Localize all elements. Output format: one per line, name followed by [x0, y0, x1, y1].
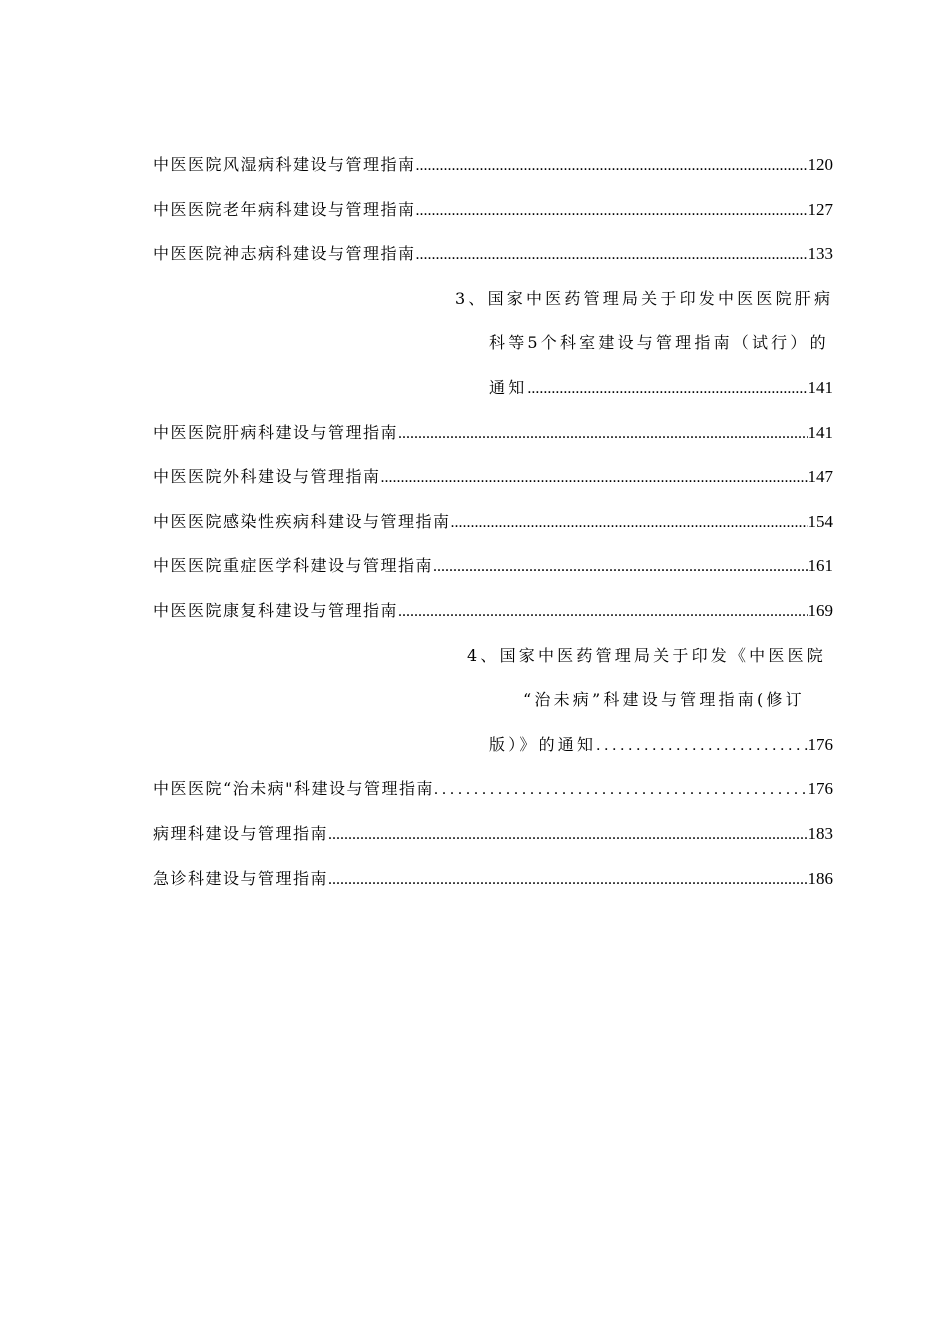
toc-page-number: 176 — [807, 779, 833, 799]
toc-group-heading-text: 4、国家中医药管理局关于印发《中医医院 — [467, 645, 826, 665]
toc-page-number: 186 — [807, 868, 833, 888]
table-of-contents — [153, 150, 833, 908]
toc-dot-leader — [416, 151, 808, 181]
toc-entry[interactable] — [153, 864, 833, 909]
toc-group-heading-line[interactable] — [153, 373, 833, 418]
toc-group-heading-line[interactable] — [153, 730, 833, 775]
toc-dot-leader — [416, 240, 808, 270]
toc-dot-leader — [398, 597, 807, 627]
toc-entry-title: 中医医院神志病科建设与管理指南 — [153, 244, 416, 264]
toc-entry-title: 中医医院感染性疾病科建设与管理指南 — [153, 511, 451, 531]
toc-page-number: 141 — [807, 422, 833, 442]
toc-page-number: 147 — [807, 467, 833, 487]
toc-entry-title: 中医医院重症医学科建设与管理指南 — [153, 556, 434, 576]
toc-group-heading-line[interactable] — [153, 284, 833, 329]
toc-entry[interactable] — [153, 819, 833, 864]
toc-group-heading-text: 通知 — [489, 377, 528, 397]
toc-page-number: 176 — [807, 734, 833, 754]
toc-dot-leader — [398, 419, 807, 449]
toc-entry-title: 中医医院“治未病"科建设与管理指南 — [153, 779, 435, 799]
toc-dot-leader — [527, 374, 807, 404]
toc-entry[interactable] — [153, 507, 833, 552]
toc-dot-leader — [328, 865, 807, 895]
toc-entry-title: 病理科建设与管理指南 — [153, 823, 329, 843]
toc-page-number: 161 — [807, 556, 833, 576]
toc-entry-title: 中医医院康复科建设与管理指南 — [153, 600, 399, 620]
toc-group-heading-line[interactable] — [153, 328, 833, 373]
toc-entry[interactable] — [153, 239, 833, 284]
toc-group-heading-text: 科等5个科室建设与管理指南（试行）的 — [489, 333, 829, 353]
toc-page-number: 169 — [807, 600, 833, 620]
toc-entry[interactable] — [153, 195, 833, 240]
toc-entry[interactable] — [153, 418, 833, 463]
toc-page-number: 120 — [807, 155, 833, 174]
toc-page-number: 183 — [807, 823, 833, 843]
toc-entry-title: 急诊科建设与管理指南 — [153, 868, 329, 888]
toc-group-heading-text: “治未病”科建设与管理指南(修订 — [523, 690, 805, 710]
toc-dot-leader — [416, 196, 808, 226]
toc-group-heading-text: 版）》的通知 — [489, 734, 597, 754]
toc-entry-title: 中医医院风湿病科建设与管理指南 — [153, 155, 416, 174]
toc-entry[interactable] — [153, 150, 833, 195]
toc-entry[interactable] — [153, 462, 833, 507]
toc-entry-title: 中医医院外科建设与管理指南 — [153, 467, 381, 487]
toc-dot-leader — [433, 552, 807, 582]
toc-group-heading-text: 3、国家中医药管理局关于印发中医医院肝病 — [455, 288, 834, 308]
toc-entry[interactable] — [153, 551, 833, 596]
toc-page-number: 133 — [807, 244, 833, 264]
toc-entry-title: 中医医院肝病科建设与管理指南 — [153, 422, 399, 442]
toc-page-number: 141 — [807, 377, 833, 397]
toc-entry-title: 中医医院老年病科建设与管理指南 — [153, 199, 416, 219]
toc-page-number: 154 — [807, 511, 833, 531]
toc-dot-leader — [434, 775, 807, 805]
toc-dot-leader — [381, 463, 808, 493]
toc-dot-leader — [596, 731, 807, 761]
toc-entry[interactable] — [153, 774, 833, 819]
toc-dot-leader — [328, 820, 807, 850]
toc-group-heading-line[interactable] — [153, 685, 833, 730]
toc-group-heading-line[interactable] — [153, 641, 833, 686]
toc-dot-leader — [451, 508, 808, 538]
toc-page-number: 127 — [807, 199, 833, 219]
toc-entry[interactable] — [153, 596, 833, 641]
